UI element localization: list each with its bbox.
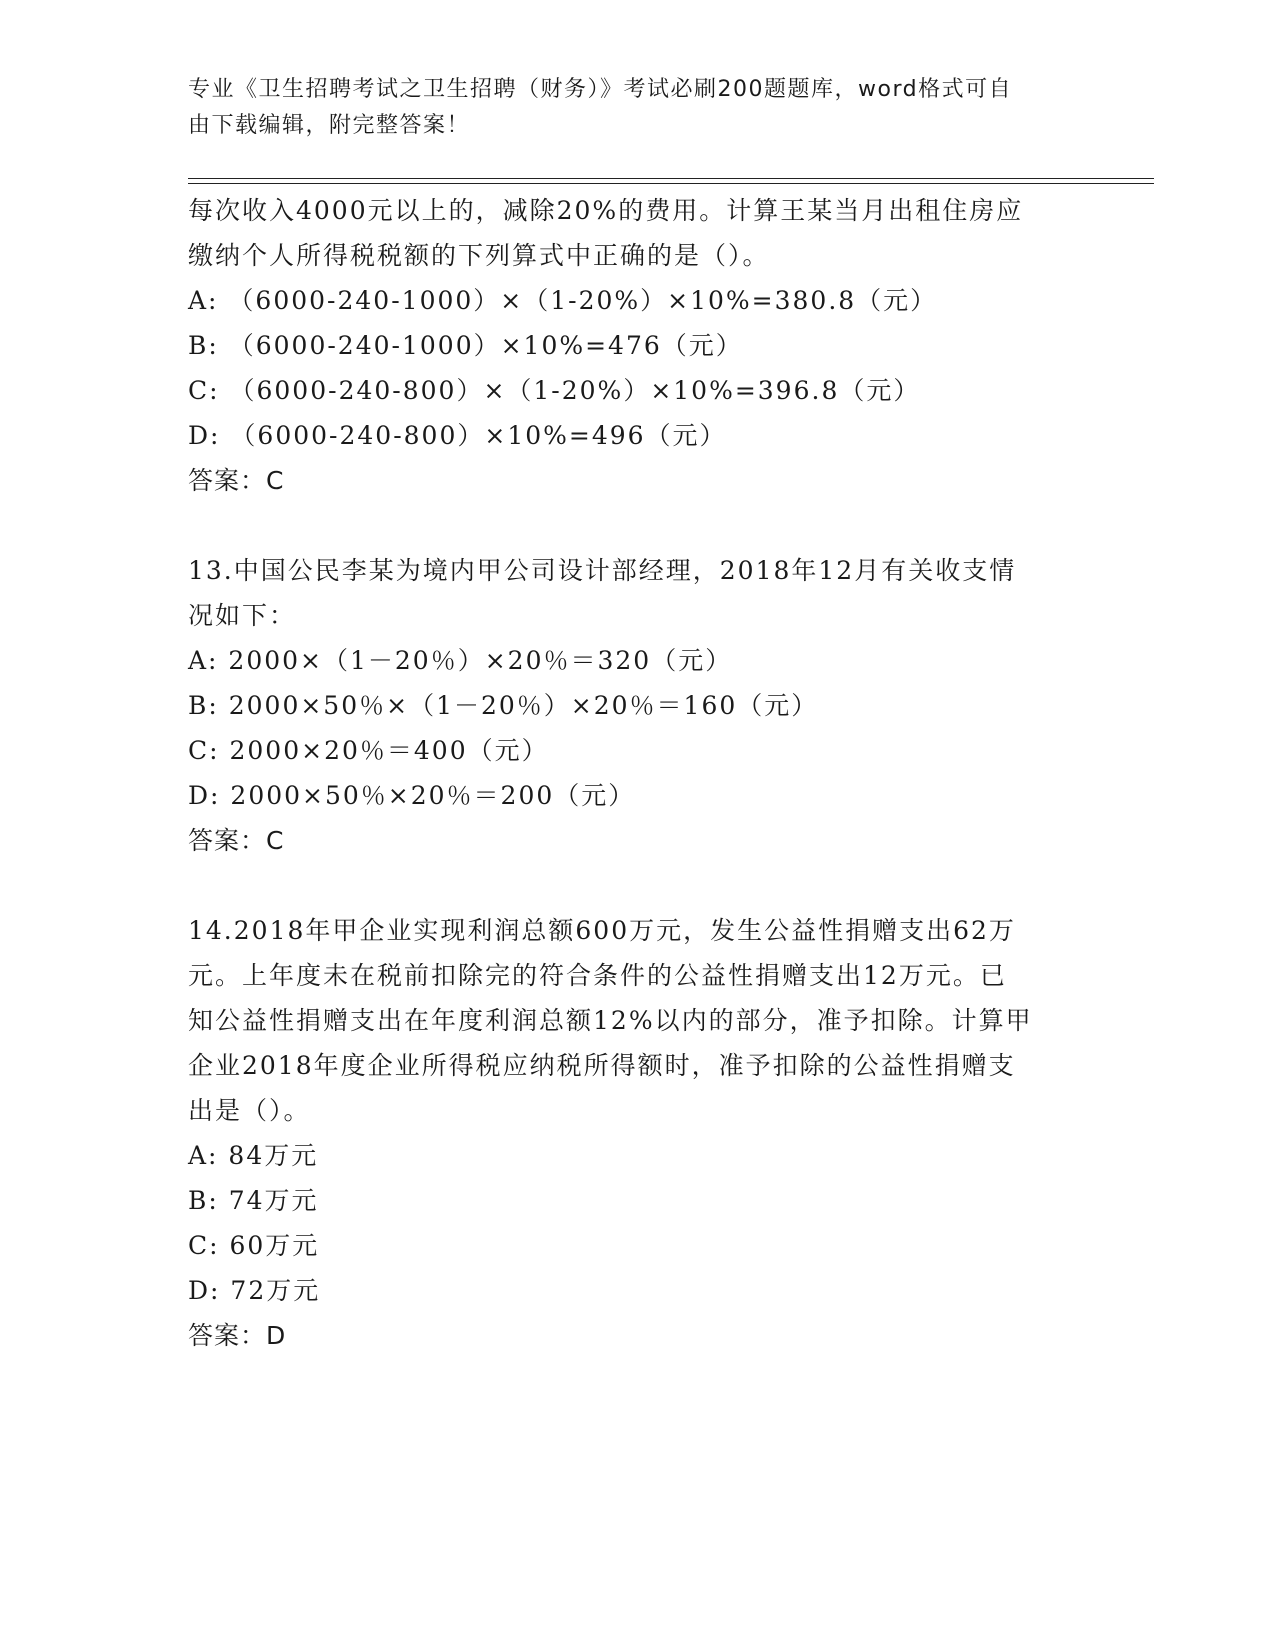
- answer-line: 答案：C: [188, 826, 285, 855]
- spacer: [188, 863, 1088, 908]
- question-12: [188, 188, 1088, 503]
- question-stem-line: 缴纳个人所得税税额的下列算式中正确的是（）。: [188, 241, 770, 270]
- question-13: [188, 548, 1088, 863]
- question-stem-line: 知公益性捐赠支出在年度利润总额12%以内的部分，准予扣除。计算甲: [188, 1006, 1033, 1035]
- option-d: D: （6000-240-800）×10%=496（元）: [188, 421, 727, 450]
- spacer: [188, 503, 1088, 548]
- question-stem-line: 每次收入4000元以上的，减除20%的费用。计算王某当月出租住房应: [188, 196, 1024, 225]
- option-b: B: 74万元: [188, 1186, 319, 1215]
- option-d: D: 2000×50％×20％＝200（元）: [188, 781, 636, 810]
- header-line-2: 由下载编辑，附完整答案！: [188, 113, 471, 138]
- question-stem-line: 出是（）。: [188, 1096, 311, 1125]
- answer-line: 答案：D: [188, 1321, 287, 1350]
- option-b: B: 2000×50％×（1－20％）×20％＝160（元）: [188, 691, 819, 720]
- question-stem-line: 13.中国公民李某为境内甲公司设计部经理，2018年12月有关收支情: [188, 556, 1017, 585]
- option-a: A: （6000-240-1000）×（1-20%）×10%=380.8（元）: [188, 286, 938, 315]
- option-c: C: 2000×20％＝400（元）: [188, 736, 549, 765]
- option-d: D: 72万元: [188, 1276, 321, 1305]
- question-stem-line: 企业2018年度企业所得税应纳税所得额时，准予扣除的公益性捐赠支: [188, 1051, 1016, 1080]
- document-body: [188, 188, 1088, 1358]
- question-14: [188, 908, 1088, 1358]
- option-b: B: （6000-240-1000）×10%=476（元）: [188, 331, 743, 360]
- question-stem-line: 况如下：: [188, 601, 297, 630]
- answer-line: 答案：C: [188, 466, 285, 495]
- question-stem-line: 14.2018年甲企业实现利润总额600万元，发生公益性捐赠支出62万: [188, 916, 1016, 945]
- option-c: C: （6000-240-800）×（1-20%）×10%=396.8（元）: [188, 376, 921, 405]
- option-a: A: 2000×（1－20％）×20％＝320（元）: [188, 646, 733, 675]
- header-divider: [188, 178, 1154, 184]
- question-stem-line: 元。上年度未在税前扣除完的符合条件的公益性捐赠支出12万元。已: [188, 961, 1007, 990]
- option-c: C: 60万元: [188, 1231, 320, 1260]
- option-a: A: 84万元: [188, 1141, 319, 1170]
- header-line-1: 专业《卫生招聘考试之卫生招聘（财务）》考试必刷200题题库，word格式可自: [188, 77, 1013, 102]
- document-header: [188, 72, 1068, 144]
